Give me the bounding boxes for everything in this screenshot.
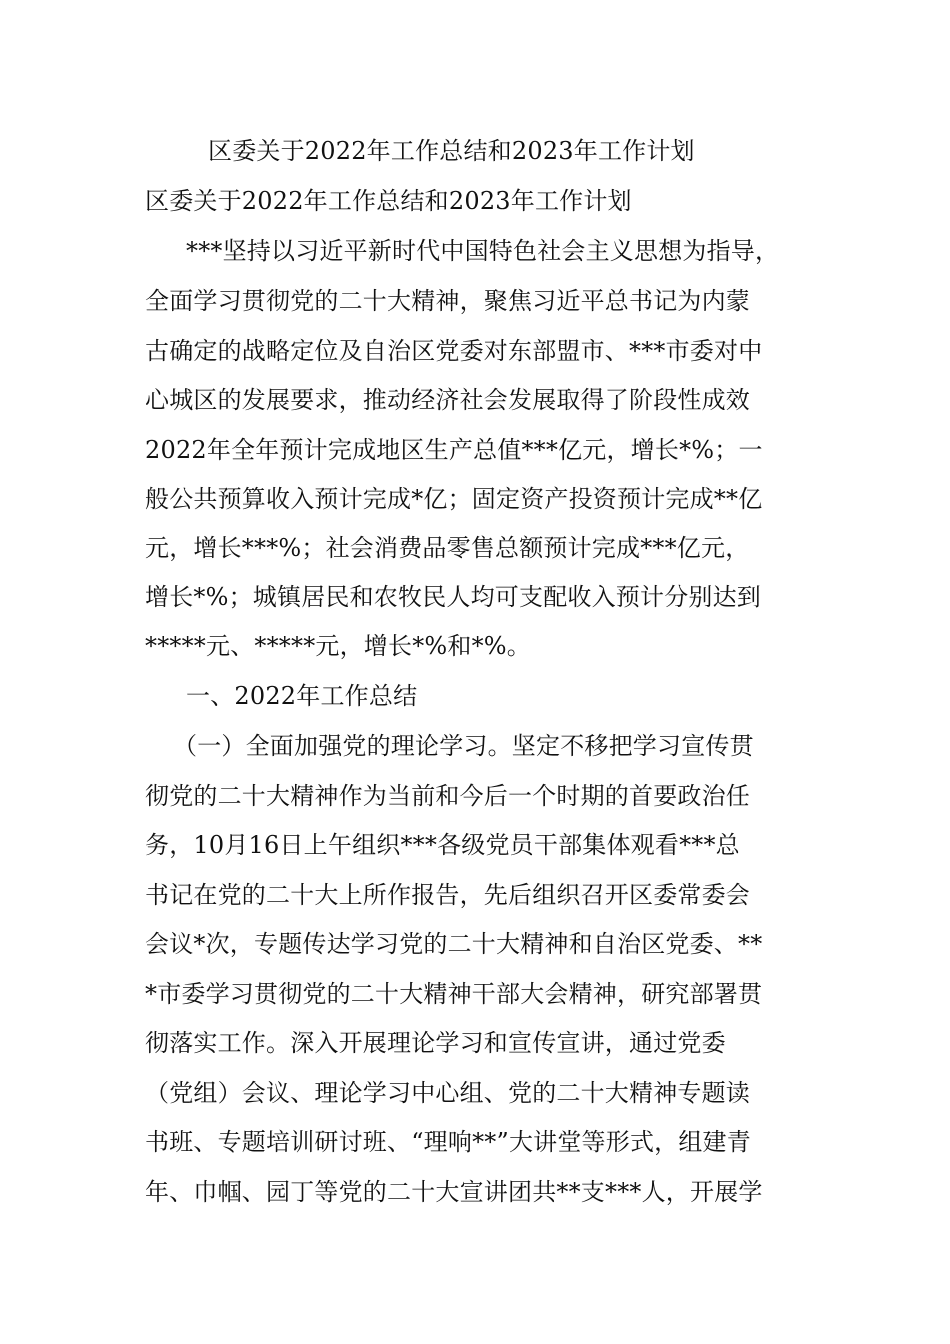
- body-line: 年、巾帼、园丁等党的二十大宣讲团共**支***人，开展学: [145, 1178, 763, 1206]
- body-line: 彻落实工作。深入开展理论学习和宣传宣讲，通过党委: [145, 1029, 726, 1057]
- document-subtitle: 区委关于2022年工作总结和2023年工作计划: [145, 187, 632, 215]
- body-line: 彻党的二十大精神作为当前和今后一个时期的首要政治任: [145, 782, 750, 810]
- body-line: 全面学习贯彻党的二十大精神，聚焦习近平总书记为内蒙: [145, 287, 750, 315]
- body-line: 书班、专题培训研讨班、“理响**”大讲堂等形式，组建青: [145, 1128, 751, 1156]
- body-line: 古确定的战略定位及自治区党委对东部盟市、***市委对中: [145, 337, 763, 365]
- body-line: *****元、*****元，增长*%和*%。: [145, 632, 532, 660]
- section-heading: 一、2022年工作总结: [186, 682, 418, 710]
- body-line: 增长*%；城镇居民和农牧民人均可支配收入预计分别达到: [145, 583, 762, 611]
- body-line: （一）全面加强党的理论学习。坚定不移把学习宣传贯: [173, 732, 754, 760]
- body-line: ***坚持以习近平新时代中国特色社会主义思想为指导，: [186, 237, 780, 265]
- body-line: 2022年全年预计完成地区生产总值***亿元，增长*%；一: [145, 436, 763, 464]
- body-line: 心城区的发展要求，推动经济社会发展取得了阶段性成效: [145, 386, 750, 414]
- body-line: 书记在党的二十大上所作报告，先后组织召开区委常委会: [145, 881, 750, 909]
- body-line: 会议*次，专题传达学习党的二十大精神和自治区党委、**: [145, 930, 763, 958]
- body-line: （党组）会议、理论学习中心组、党的二十大精神专题读: [145, 1079, 750, 1107]
- body-line: 元，增长***%；社会消费品零售总额预计完成***亿元，: [145, 534, 750, 562]
- body-line: 务，10月16日上午组织***各级党员干部集体观看***总: [145, 831, 740, 859]
- body-line: 般公共预算收入预计完成*亿；固定资产投资预计完成**亿: [145, 485, 763, 513]
- body-line: *市委学习贯彻党的二十大精神干部大会精神，研究部署贯: [145, 980, 763, 1008]
- document-title: 区委关于2022年工作总结和2023年工作计划: [208, 137, 695, 165]
